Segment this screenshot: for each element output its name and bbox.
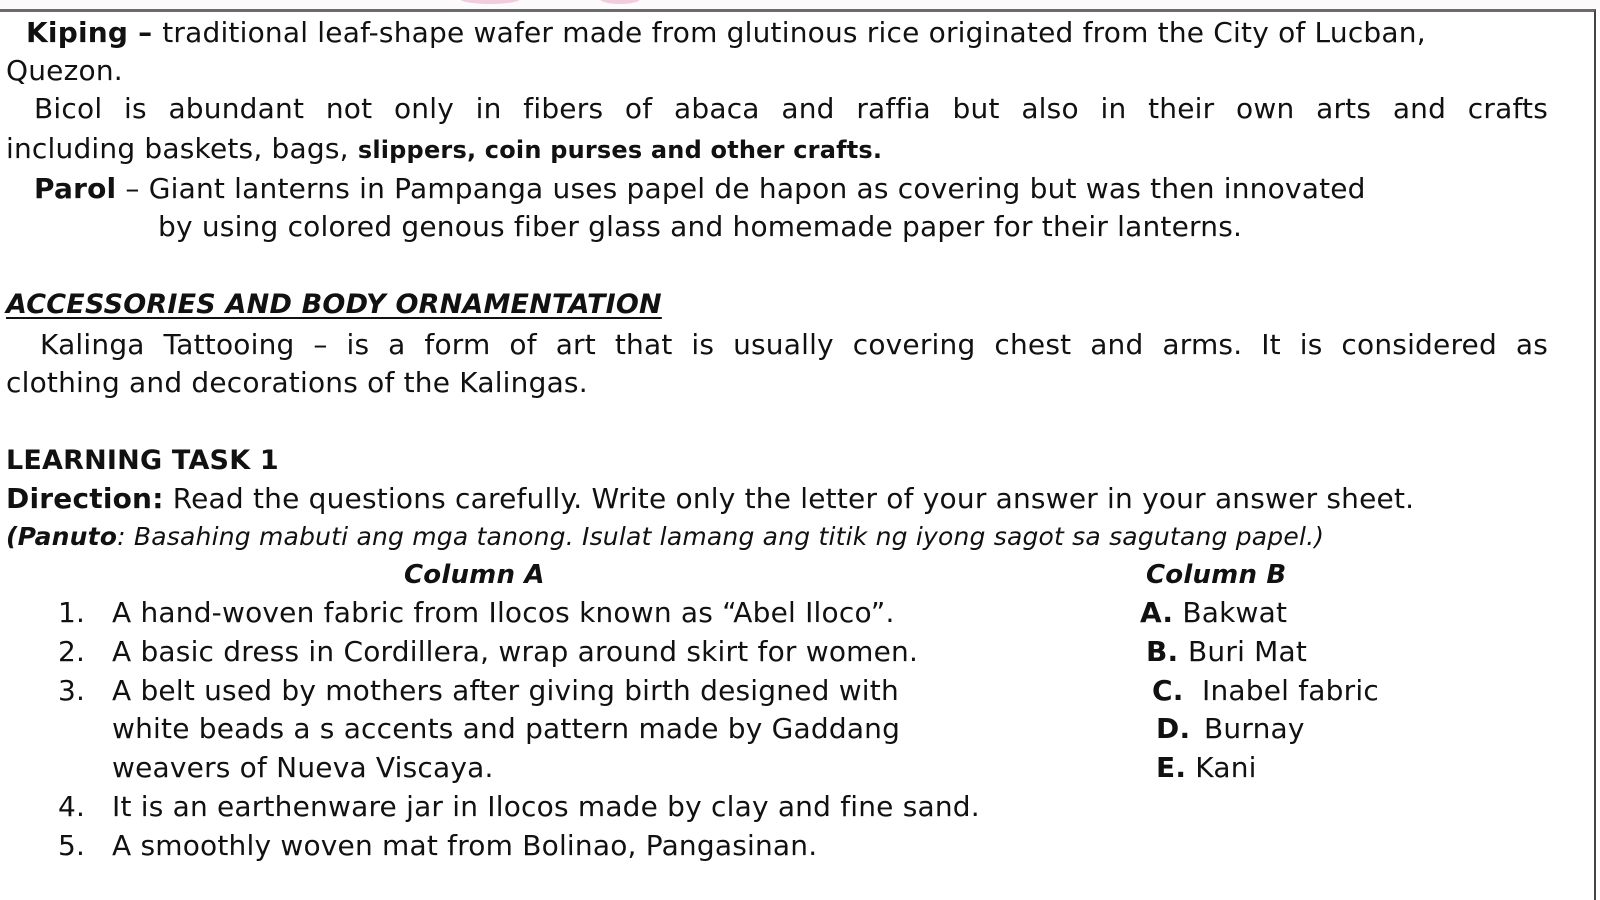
accessories-heading: ACCESSORIES AND BODY ORNAMENTATION [6, 289, 662, 320]
parol-description: – Giant lanterns in Pampanga uses papel de hapon as covering but was then innovated [116, 172, 1366, 205]
item-number: 2. [58, 635, 86, 668]
column-a-item-3 [58, 674, 899, 708]
dash: – [128, 16, 163, 49]
direction-line [6, 482, 1414, 516]
kiping-line-2: Quezon. [6, 54, 123, 87]
column-b-item-c [1152, 674, 1379, 708]
item-text: A belt used by mothers after giving birth designed with [112, 674, 899, 707]
column-b-item-b [1146, 635, 1307, 669]
item-number: 4. [58, 790, 86, 823]
panuto-text: : Basahing mabuti ang mga tanong. Isulat lamang ang titik ng iyong sagot sa sagutang papel.) [117, 522, 1325, 551]
column-a-item-3-cont: weavers of Nueva Viscaya. [112, 751, 494, 784]
parol-line-1 [34, 172, 1366, 206]
option-text: Kani [1195, 751, 1257, 784]
option-letter: B. [1146, 635, 1179, 668]
bicol-line-1: Bicol is abundant not only in fibers of abaca and raffia but also in their own arts and crafts [34, 92, 1548, 125]
kiping-description: traditional leaf-shape wafer made from glutinous rice originated from the City of Lucban, [162, 16, 1426, 49]
column-a-item-1 [58, 596, 895, 630]
item-text: It is an earthenware jar in Ilocos made by clay and fine sand. [112, 790, 980, 823]
decorative-mark [460, 0, 520, 4]
option-text: Buri Mat [1188, 635, 1308, 668]
column-a-item-2 [58, 635, 918, 669]
direction-text: Read the questions carefully. Write only the letter of your answer in your answer sheet. [163, 482, 1415, 515]
document-page [0, 9, 1596, 900]
learning-task-heading: LEARNING TASK 1 [6, 445, 279, 476]
panuto-label: Panuto [17, 522, 118, 551]
item-text: A hand-woven fabric from Ilocos known as “Abel Iloco”. [112, 596, 895, 629]
column-a-item-4 [58, 790, 980, 824]
bicol-line-2b: slippers, coin purses and other crafts. [357, 136, 883, 164]
option-text: Burnay [1204, 712, 1305, 745]
option-text: Inabel fabric [1202, 674, 1379, 707]
kiping-term: Kiping [26, 16, 129, 49]
column-b-header: Column B [1146, 560, 1287, 590]
column-a-item-3-cont: white beads a s accents and pattern made by Gaddang [112, 712, 901, 745]
column-a-item-5 [58, 829, 817, 863]
column-b-item-d [1156, 712, 1305, 746]
column-b-item-a [1140, 596, 1287, 630]
column-a-header: Column A [404, 560, 545, 590]
option-letter: D. [1156, 712, 1191, 745]
accessories-line-2: clothing and decorations of the Kalingas. [6, 366, 588, 399]
option-letter: A. [1140, 596, 1174, 629]
item-number: 3. [58, 674, 86, 707]
panuto-line [6, 520, 1324, 554]
option-letter: C. [1152, 674, 1184, 707]
item-text: A basic dress in Cordillera, wrap around skirt for women. [112, 635, 919, 668]
direction-label: Direction: [6, 482, 164, 515]
option-text: Bakwat [1182, 596, 1288, 629]
parol-term: Parol [34, 172, 117, 205]
bicol-line-2a: including baskets, bags, [6, 132, 358, 165]
item-number: 1. [58, 596, 86, 629]
top-strip [0, 0, 1600, 9]
item-text: A smoothly woven mat from Bolinao, Pangasinan. [112, 829, 818, 862]
kiping-text [26, 16, 1426, 50]
option-letter: E. [1156, 751, 1187, 784]
decorative-mark [600, 0, 640, 4]
column-b-item-e [1156, 751, 1257, 785]
item-number: 5. [58, 829, 86, 862]
parol-line-2: by using colored genous fiber glass and homemade paper for their lanterns. [158, 210, 1243, 243]
accessories-line-1: Kalinga Tattooing – is a form of art that is usually covering chest and arms. It is considered as [40, 328, 1548, 361]
kiping-line-1 [26, 16, 1548, 50]
bicol-line-2 [6, 132, 882, 167]
panuto-paren: ( [6, 522, 18, 551]
